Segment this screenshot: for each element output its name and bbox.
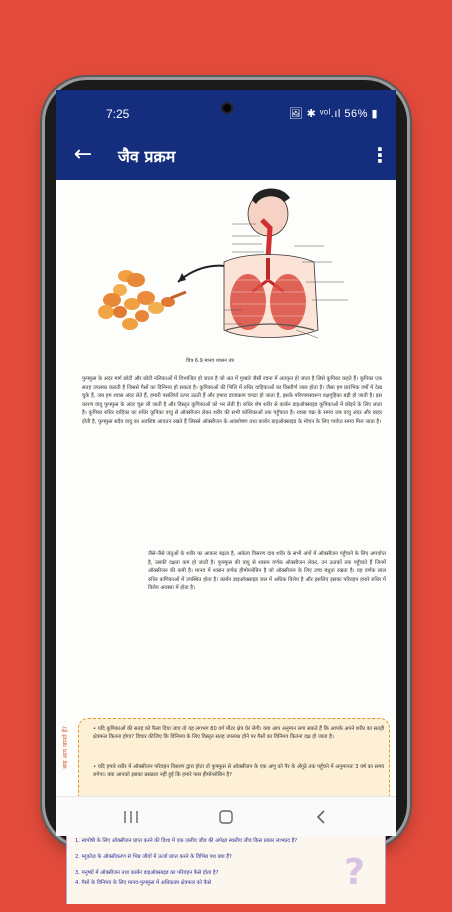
question-item: 1. स्वपोषी के लिए ऑक्सीजन प्राप्त करने की दिशा में एक जलीय जीव की अपेक्षा स्थलीय जीव किस प्रकार लाभप्रद है? [75, 838, 298, 844]
questions-list [66, 834, 386, 904]
system-nav-bar [56, 796, 396, 836]
back-nav-icon[interactable] [301, 803, 341, 831]
did-you-know-box [78, 718, 390, 804]
question-mark-icon: ? [344, 852, 365, 893]
question-item: 2. ग्लूकोज़ के ऑक्सीकरण से भिन्न जीवों में ऊर्जा प्राप्त करने के विभिन्न पथ क्या हैं? [75, 854, 232, 860]
question-item: 3. मनुष्यों में ऑक्सीजन तथा कार्बन डाइऑक्साइड का परिवहन कैसे होता है? [75, 870, 219, 876]
app-title: जैव प्रक्रम [118, 147, 176, 166]
status-time: 7:25 [106, 107, 130, 121]
book-page[interactable] [56, 180, 396, 893]
note-item: • यदि कूपिकाओं की सतह को फैला दिया जाए तो यह लगभग 80 वर्ग मीटर क्षेत्र घेर लेगी। क्या आप अनुमान लगा सकते हैं कि आपके अपने शरीर का सतही क्षेत्रफल कितना होगा? विचार कीजिए कि विनिमय के लिए विस्तृत सतह उपलब्ध होने पर गैसों का विनिमय कितना दक्ष हो जाता है। [93, 726, 385, 740]
phone-screen [56, 90, 396, 893]
more-vert-icon[interactable]: ⋮ [370, 143, 390, 167]
phone-frame [45, 80, 407, 893]
figure-caption: चित्र 6.9 मानव श्वसन तंत्र [186, 358, 235, 364]
status-icons: 🖼 ✱ ᵛᵒˡ.ıl 56% ▮ [288, 108, 378, 120]
body-paragraph: जैसे-जैसे जंतुओं के शरीर का आकार बढ़ता है, अकेला विसरण दाब शरीर के सभी अंगों में ऑक्सीजन पहुँचाने के लिए अपर्याप्त है, उसकी दक्षता कम हो जाती है। फुफ्फुस की वायु से श्वसन वर्णक ऑक्सीजन लेकर, उन ऊतकों तक पहुँचाते हैं जिनमें ऑक्सीजन की कमी है। मानव में श्वसन वर्णक हीमोग्लोबिन है जो ऑक्सीजन के लिए उच्च बंधुता रखता है। यह वर्णक लाल रुधिर कणिकाओं में उपस्थित होता है। कार्बन डाइऑक्साइड जल में अधिक विलेय है और इसलिए इसका परिवहन हमारे रुधिर में विलेय अवस्था में होता है। [148, 551, 386, 592]
note-side-text: क्या आप जानते हैं? [62, 726, 69, 769]
home-icon[interactable] [206, 803, 246, 831]
arrow-left-icon[interactable]: ← [73, 142, 93, 167]
status-bar [56, 90, 396, 132]
front-camera [221, 102, 233, 114]
respiratory-illustration [56, 180, 396, 358]
note-side-label [60, 720, 74, 806]
app-bar [56, 132, 396, 180]
alveoli-illustration [98, 270, 186, 330]
respiratory-figure [56, 180, 396, 380]
body-paragraph: फुफ्फुस के अंदर मार्ग छोटी और छोटी नलिकाओं में विभाजित हो जाता है जो अंत में गुब्बारे जैसी रचना में अंतकृत हो जाता है जिसे कूपिका कहते हैं। कूपिका एक सतह उपलब्ध कराती है जिससे गैसों का विनिमय हो सकता है। कूपिकाओं की भित्ति में रुधिर वाहिकाओं का विस्तीर्ण जाल होता है। जैसा हम प्रारंभिक वर्षों में देख चुके हैं, जब हम श्वास अंदर लेते हैं, हमारी पसलियाँ ऊपर उठती हैं और हमारा डायाफ्राम चपटा हो जाता है, इसके परिणामस्वरूप वक्षगुहिका बड़ी हो जाती है। इस कारण वायु फुफ्फुस के अंदर चूस ली जाती है और विस्तृत कूपिकाओं को भर लेती है। रुधिर शेष शरीर से कार्बन डाइऑक्साइड कूपिकाओं में छोड़ने के लिए लाता है। कूपिका रुधिर वाहिका का रुधिर कूपिका वायु से ऑक्सीजन लेकर शरीर की सभी कोशिकाओं तक पहुँचाता है। श्वास चक्र के समय जब वायु अंदर और बाहर होती है, फुफ्फुस सदैव वायु का अवशिष्ट आयतन रखते हैं जिससे ऑक्सीजन के अवशोषण तथा कार्बन डाइऑक्साइड के मोचन के लिए पर्याप्त समय मिल जाता है। [82, 376, 382, 425]
human-torso-illustration [224, 188, 318, 337]
note-item: • यदि हमारे शरीर में ऑक्सीजन परिवहन विसरण द्वारा होता तो फुफ्फुस से ऑक्सीजन के एक अणु को पैर के अँगूठे तक पहुँचने में अनुमानतः 3 वर्ष का समय लगेगा। क्या आपको इसका प्रसन्नता नहीं हुई कि हमारे पास हीमोग्लोबिन है? [93, 764, 385, 778]
question-item: 4. गैसों के विनिमय के लिए मानव-फुफ्फुस में अधिकतम क्षेत्रफल को कैसे [75, 880, 212, 886]
recent-apps-icon[interactable] [111, 803, 151, 831]
